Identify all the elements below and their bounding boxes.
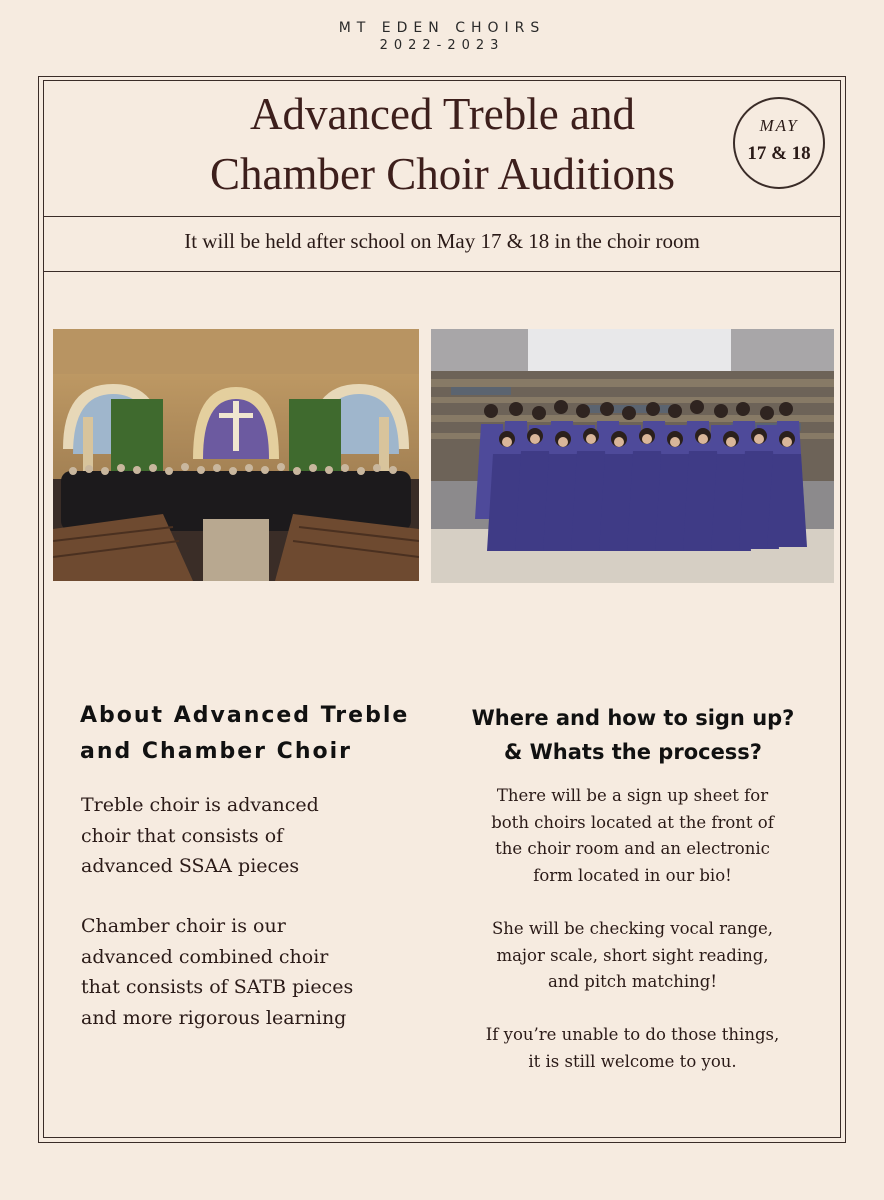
text-line: choir that consists of bbox=[81, 824, 284, 847]
date-badge bbox=[733, 97, 825, 189]
about-heading-line-2: and Chamber Choir bbox=[80, 739, 352, 764]
text-line: and more rigorous learning bbox=[81, 1006, 347, 1029]
event-subtitle: It will be held after school on May 17 & 18 in the choir room bbox=[184, 229, 700, 253]
about-heading bbox=[80, 698, 440, 770]
about-heading-line-1: About Advanced Treble bbox=[80, 703, 410, 728]
text-line: advanced combined choir bbox=[81, 945, 329, 968]
signup-heading bbox=[448, 701, 818, 769]
text-line: There will be a sign up sheet for bbox=[496, 786, 769, 805]
text-line: it is still welcome to you. bbox=[528, 1051, 737, 1071]
text-line: that consists of SATB pieces bbox=[81, 976, 354, 998]
treble-choir-photo bbox=[431, 329, 834, 583]
flyer-title bbox=[120, 84, 765, 204]
badge-month: MAY bbox=[759, 116, 799, 135]
title-line-2: Chamber Choir Auditions bbox=[210, 149, 675, 199]
text-line: Treble choir is advanced bbox=[81, 794, 319, 816]
text-line: Chamber choir is our bbox=[81, 915, 286, 937]
text-line: advanced SSAA pieces bbox=[81, 855, 300, 877]
church-choir-photo bbox=[53, 329, 419, 581]
signup-heading-line-2: & Whats the process? bbox=[504, 740, 762, 764]
audition-process-info bbox=[455, 916, 810, 996]
text-line: both choirs located at the front of bbox=[491, 812, 774, 832]
org-name: MT EDEN CHOIRS bbox=[338, 20, 546, 36]
text-line: and pitch matching! bbox=[548, 972, 717, 991]
treble-description bbox=[81, 790, 411, 882]
divider-bottom bbox=[43, 271, 841, 272]
divider-top bbox=[43, 216, 841, 217]
chamber-description bbox=[81, 911, 411, 1033]
badge-days: 17 & 18 bbox=[747, 143, 811, 164]
text-line: major scale, short sight reading, bbox=[496, 945, 769, 965]
title-line-1: Advanced Treble and bbox=[250, 89, 635, 139]
school-year: 2022-2023 bbox=[379, 38, 505, 53]
signup-heading-line-1: Where and how to sign up? bbox=[471, 706, 795, 730]
text-line: form located in our bio! bbox=[533, 865, 732, 885]
welcome-note bbox=[455, 1022, 810, 1075]
text-line: If you’re unable to do those things, bbox=[485, 1025, 780, 1044]
text-line: the choir room and an electronic bbox=[495, 839, 770, 858]
signup-sheet-info bbox=[455, 783, 810, 889]
text-line: She will be checking vocal range, bbox=[491, 919, 774, 938]
